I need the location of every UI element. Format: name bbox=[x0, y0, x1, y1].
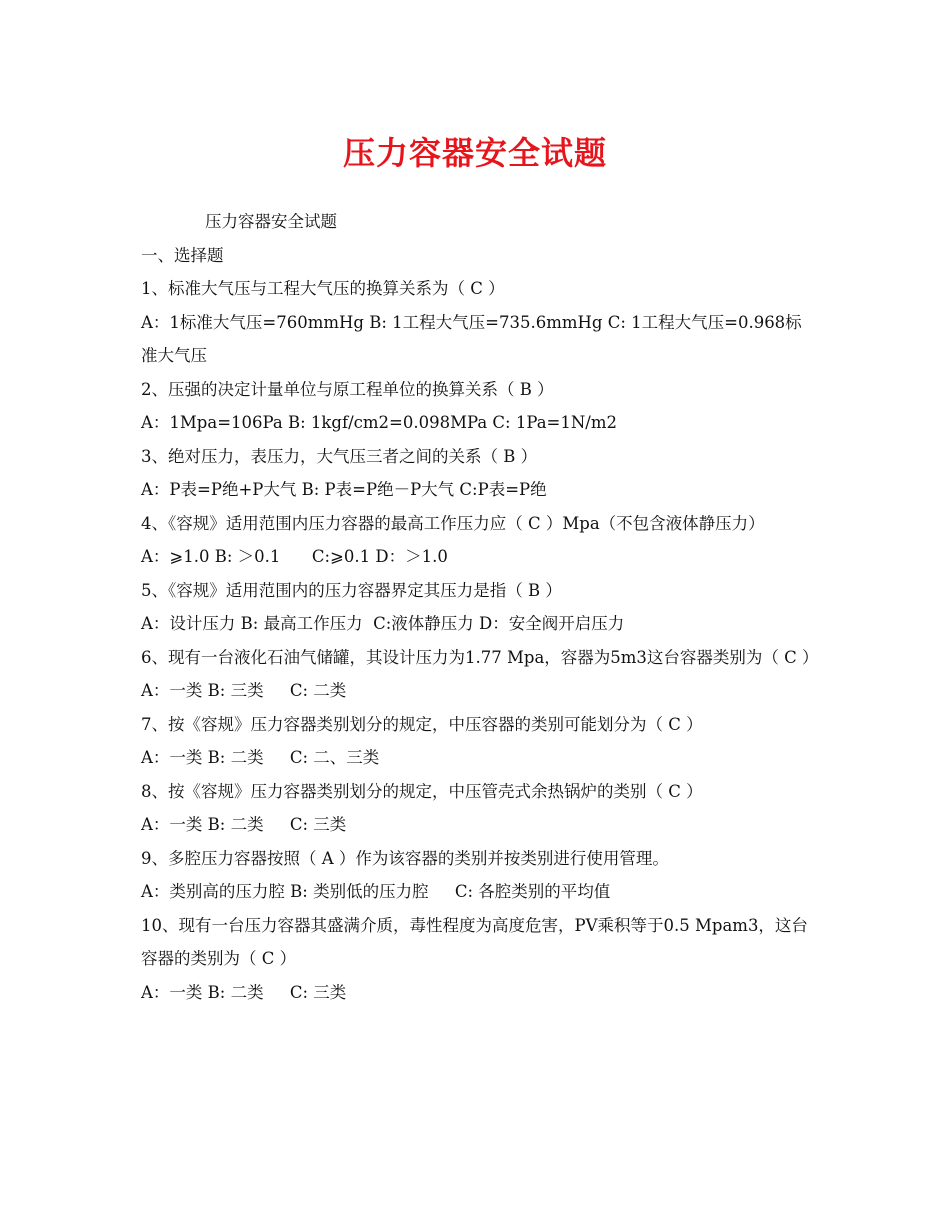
answer-options-9: A：类别高的压力腔 B: 类别低的压力腔 C: 各腔类别的平均值 bbox=[141, 882, 611, 901]
question-2: 2、压强的决定计量单位与原工程单位的换算关系（ B ） bbox=[141, 379, 554, 399]
question-10: 10、现有一台压力容器其盛满介质，毒性程度为高度危害，PV乘积等于0.5 Mpam3，这台容器的类别为（ C ） bbox=[141, 915, 808, 968]
question-5: 5、《容规》适用范围内的压力容器界定其压力是指（ B ） bbox=[141, 580, 562, 600]
answer-options-10: A：一类 B: 二类 C: 三类 bbox=[141, 982, 347, 1002]
question-4: 4、《容规》适用范围内压力容器的最高工作压力应（ C ）Mpa（不包含液体静压力） bbox=[141, 513, 765, 533]
question-9: 9、多腔压力容器按照（ A ）作为该容器的类别并按类别进行使用管理。 bbox=[141, 848, 669, 868]
answer-options-6: A：一类 B: 三类 C: 二类 bbox=[141, 681, 347, 700]
question-7: 7、按《容规》压力容器类别划分的规定，中压容器的类别可能划分为（ C ） bbox=[141, 714, 703, 734]
document-body bbox=[141, 205, 819, 1009]
answer-options-2: A：1Mpa=106Pa B: 1kgf/cm2=0.098MPa C: 1Pa=1N/m2 bbox=[141, 413, 617, 432]
answer-options-4: A：⩾1.0 B: ＞0.1 C:⩾0.1 D：＞1.0 bbox=[141, 547, 448, 566]
answer-options-7: A：一类 B: 二类 C: 二、三类 bbox=[141, 748, 380, 767]
answer-options-3: A：P表=P绝+P大气 B: P表=P绝－P大气 C:P表=P绝 bbox=[141, 480, 547, 499]
question-6: 6、现有一台液化石油气储罐，其设计压力为1.77 Mpa，容器为5m3这台容器类别为（ C ） bbox=[141, 647, 819, 667]
question-1: 1、标准大气压与工程大气压的换算关系为（ C ） bbox=[141, 279, 505, 298]
question-8: 8、按《容规》压力容器类别划分的规定，中压管壳式余热锅炉的类别（ C ） bbox=[141, 781, 703, 801]
section-heading: 一、选择题 bbox=[141, 245, 224, 265]
answer-options-1: A：1标准大气压=760mmHg B: 1工程大气压=735.6mmHg C: 1工程大气压=0.968标准大气压 bbox=[141, 312, 802, 365]
answer-options-5: A：设计压力 B: 最高工作压力 C:液体静压力 D：安全阀开启压力 bbox=[141, 614, 625, 633]
document-subtitle: 压力容器安全试题 bbox=[205, 212, 337, 231]
document-title: 压力容器安全试题 bbox=[342, 134, 607, 172]
question-3: 3、绝对压力，表压力，大气压三者之间的关系（ B ） bbox=[141, 446, 538, 466]
answer-options-8: A：一类 B: 二类 C: 三类 bbox=[141, 815, 347, 834]
